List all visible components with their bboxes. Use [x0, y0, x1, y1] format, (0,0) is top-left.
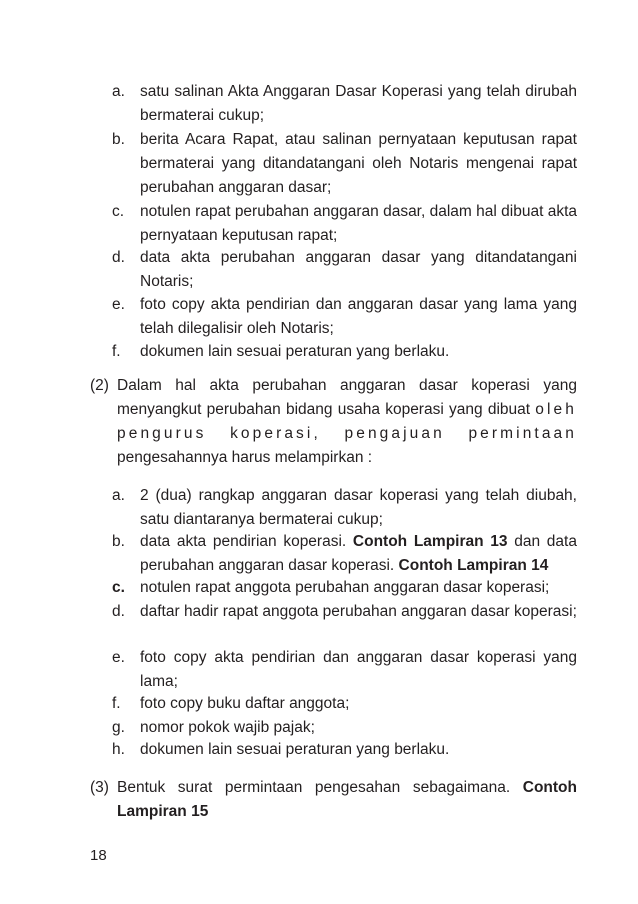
list-item-text: dan data perubahan anggaran dasar koperasi. [140, 533, 577, 574]
list-marker: g. [112, 719, 125, 736]
list-item [112, 600, 577, 624]
list-item-text: notulen rapat anggota perubahan anggaran dasar koperasi; [140, 579, 550, 596]
paragraph-2 [90, 374, 577, 470]
appendix-reference: Contoh Lampiran 15 [117, 779, 577, 820]
paragraph-text: pengesahannya harus melampirkan : [117, 449, 373, 466]
list-marker: c. [112, 203, 125, 220]
list-item [112, 484, 577, 532]
paragraph-text: Dalam hal akta perubahan anggaran dasar koperasi yang menyangkut perubahan bidang usaha koperasi yang dibuat [117, 377, 577, 418]
list-item-text: daftar hadir rapat anggota perubahan anggaran dasar koperasi; [140, 603, 577, 620]
page-number: 18 [90, 847, 107, 864]
list-marker: c. [112, 579, 125, 596]
list-item-text: foto copy akta pendirian dan anggaran dasar koperasi yang lama; [140, 649, 577, 690]
list-item [112, 530, 577, 578]
list-item-text: berita Acara Rapat, atau salinan pernyataan keputusan rapat bermaterai yang ditandatangani oleh Notaris mengenai rapat perubahan anggaran dasar; [140, 131, 577, 196]
list-marker: f. [112, 695, 121, 712]
list-item-text: nomor pokok wajib pajak; [140, 719, 315, 736]
list-item [112, 128, 577, 200]
list-marker: e. [112, 649, 125, 666]
list-item [112, 716, 577, 740]
list-item [112, 246, 577, 294]
list-item [112, 80, 577, 128]
paragraph-3 [90, 776, 577, 824]
list-item-text: notulen rapat perubahan anggaran dasar, dalam hal dibuat akta pernyataan keputusan rapat; [140, 203, 577, 244]
list-marker: e. [112, 296, 125, 313]
list-item-text: data akta pendirian koperasi. [140, 533, 347, 550]
list-marker: b. [112, 131, 125, 148]
list-marker: f. [112, 343, 121, 360]
list-item-text: dokumen lain sesuai peraturan yang berlaku. [140, 741, 450, 758]
list-item [112, 646, 577, 694]
list-item [112, 738, 577, 762]
list-item [112, 576, 577, 600]
list-item-text: foto copy buku daftar anggota; [140, 695, 350, 712]
paragraph-text-spaced: oleh pengurus koperasi, pengajuan permintaan [117, 401, 577, 442]
list-marker: b. [112, 533, 125, 550]
list-marker: d. [112, 249, 125, 266]
list-item-text: foto copy akta pendirian dan anggaran dasar yang lama yang telah dilegalisir oleh Notaris; [140, 296, 577, 337]
list-item [112, 200, 577, 248]
list-item-text: satu salinan Akta Anggaran Dasar Koperasi yang telah dirubah bermaterai cukup; [140, 83, 577, 124]
list-item [112, 340, 577, 364]
list-item [112, 293, 577, 341]
list-marker: d. [112, 603, 125, 620]
appendix-reference: Contoh Lampiran 13 [352, 533, 508, 550]
list-item-text: 2 (dua) rangkap anggaran dasar koperasi yang telah diubah, satu diantaranya bermaterai cukup; [140, 487, 577, 528]
paragraph-marker: (2) [90, 377, 109, 394]
paragraph-text: Bentuk surat permintaan pengesahan sebagaimana. [117, 779, 511, 796]
appendix-reference: Contoh Lampiran 14 [398, 557, 549, 574]
list-marker: a. [112, 487, 125, 504]
paragraph-marker: (3) [90, 779, 109, 796]
list-marker: a. [112, 83, 125, 100]
list-item-text: data akta perubahan anggaran dasar yang ditandatangani Notaris; [140, 249, 577, 290]
list-item-text: dokumen lain sesuai peraturan yang berlaku. [140, 343, 450, 360]
list-marker: h. [112, 741, 125, 758]
list-item [112, 692, 577, 716]
